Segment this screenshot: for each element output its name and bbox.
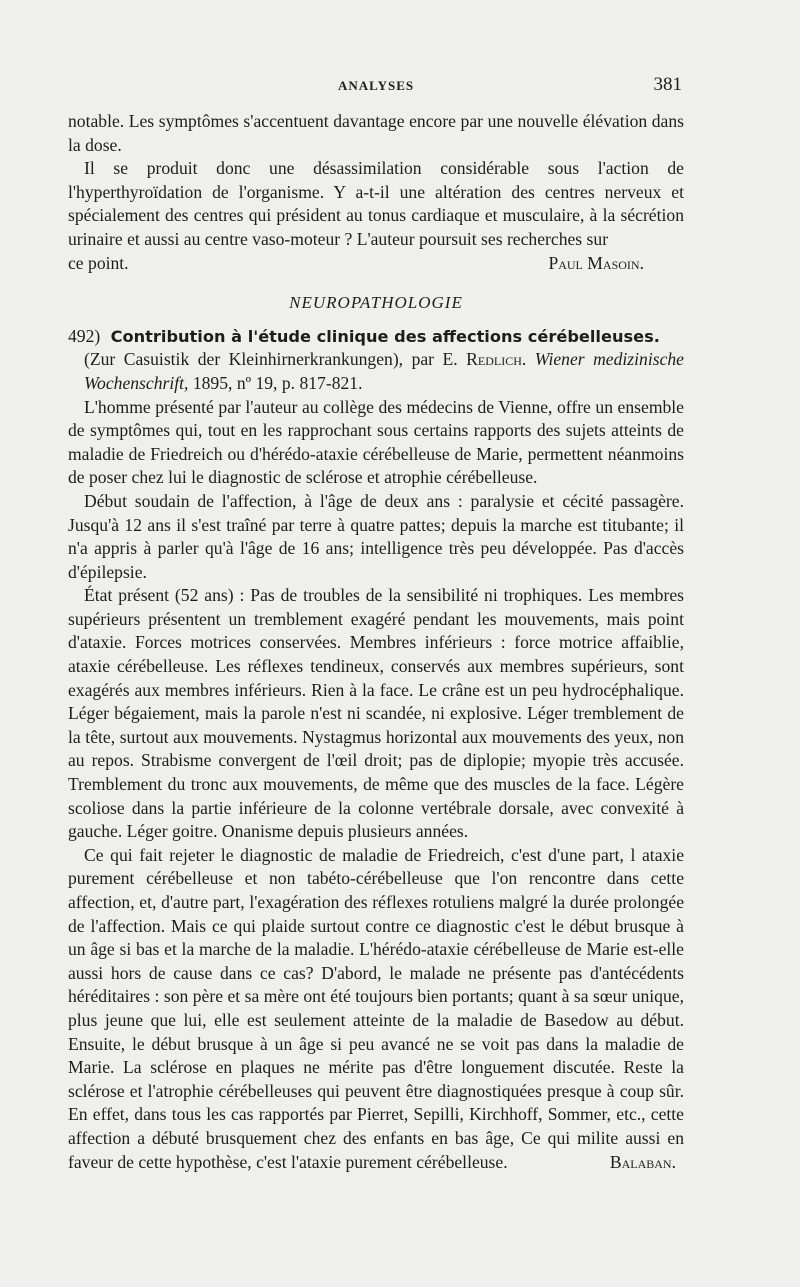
- entry-number: 492): [68, 325, 101, 346]
- reference-journal: Wiener medizinische Wochenschrift,: [84, 349, 684, 393]
- author-signature: Paul Masoin.: [548, 252, 644, 273]
- entry-title: Contribution à l'étude clinique des affections cérébelleuses.: [110, 326, 660, 346]
- entry-paragraph: Début soudain de l'affection, à l'âge de deux ans : paralysie et cécité passagère. Jusqu'à 12 ans il s'est traîné par terre à quatre pattes; depuis la marche est titubante; il n'a appris à parler qu'à l'âge de 16 ans; intelligence très peu développée. Pas d'accès d'épilepsie.: [68, 490, 684, 582]
- entry-heading: [68, 325, 684, 349]
- intro-signature-line: [68, 252, 684, 276]
- section-heading: NEUROPATHOLOGIE: [289, 293, 463, 313]
- reference-author: E. Redlich.: [442, 349, 527, 370]
- page-body: [68, 110, 684, 1174]
- reviewer-signature: Balaban.: [609, 1151, 676, 1172]
- page-number: 381: [653, 74, 682, 95]
- entry-paragraph-text: Ce qui fait rejeter le diagnostic de maladie de Friedreich, c'est d'une part, l ataxie purement cérébelleuse et non tabéto-cérébelleuse que l'on rencontre dans cette affection, et, d'autre part, l'exagération des réflexes rotuliens malgré la durée prolongée de l'affection. Mais ce qui plaide surtout contre ce diagnostic c'est le début brusque à un âge si bas et la marche de la maladie. L'hérédo-ataxie cérébelleuse de Marie est-elle aussi hors de cause dans ce cas? D'abord, le malade ne présente pas d'antécédents héréditaires : son père et sa mère ont été toujours bien portants; quant à sa sœur unique, plus jeune que lui, elle est seulement atteinte de la maladie de Basedow au début. Ensuite, le début brusque à un âge si peu avancé ne se voit pas dans la maladie de Marie. La sclérose en plaques ne mérite pas d'être longuement discutée. Reste la sclérose et l'atrophie cérébelleuses qui peuvent être diagnostiquées presque à coup sûr. En effet, dans tous les cas rapportés par Pierret, Sepilli, Kirchhoff, Sommer, etc., cette affection a débuté brusquement chez des enfants en bas âge, Ce qui milite aussi en faveur de cette hypothèse, c'est l'ataxie purement cérébelleuse.: [68, 844, 684, 1172]
- entry-reference: [68, 348, 684, 395]
- entry-paragraph-last: [68, 844, 684, 1174]
- intro-paragraph-2: Il se produit donc une désassimilation considérable sous l'action de l'hyperthyroïdation de l'organisme. Y a-t-il une altération des centres nerveux et spécialement des centres qui président au tonus cardiaque et musculaire, à la sécrétion urinaire et aussi au centre vaso-moteur ? L'auteur poursuit ses recherches sur: [68, 158, 684, 249]
- entry-paragraph: État présent (52 ans) : Pas de troubles de la sensibilité ni trophiques. Les membres supérieurs présentent un tremblement exagéré pendant les mouvements, mais point d'ataxie. Forces motrices conservées. Membres inférieurs : force motrice affaiblie, ataxie cérébelleuse. Les réflexes tendineux, conservés aux membres supérieurs, sont exagérés aux membres inférieurs. Rien à la face. Le crâne est un peu hydrocéphalique. Léger bégaiement, mais la parole n'est ni scandée, ni explosive. Léger tremblement de la tête, surtout aux mouvements. Nystagmus horizontal aux mouvements des yeux, non au repos. Strabisme convergent de l'œil droit; pas de diplopie; myopie très accusée. Tremblement du tronc aux mouvements, de même que des muscles de la face. Légère scoliose dans la partie inférieure de la colonne vertébrale dorsale, avec convexité à gauche. Léger goitre. Onanisme depuis plusieurs années.: [68, 585, 684, 842]
- intro-paragraph-1: notable. Les symptômes s'accentuent davantage encore par une nouvelle élévation dans la dose.: [68, 111, 684, 155]
- reference-text: (Zur Casuistik der Kleinhirnerkrankungen), par: [84, 349, 435, 370]
- running-title: ANALYSES: [338, 78, 415, 93]
- reference-details: 1895, nº 19, p. 817-821.: [192, 372, 363, 393]
- entry-paragraph: L'homme présenté par l'auteur au collège des médecins de Vienne, offre un ensemble de symptômes qui, tout en les rapprochant sous certains rapports des sujets atteints de maladie de Friedreich ou d'hérédo-ataxie cérébelleuse de Marie, permettent néanmoins de poser chez lui le diagnostic de sclérose et atrophie cérébelleuse.: [68, 396, 684, 488]
- page-header: [0, 74, 800, 102]
- intro-last-line: ce point.: [68, 252, 129, 273]
